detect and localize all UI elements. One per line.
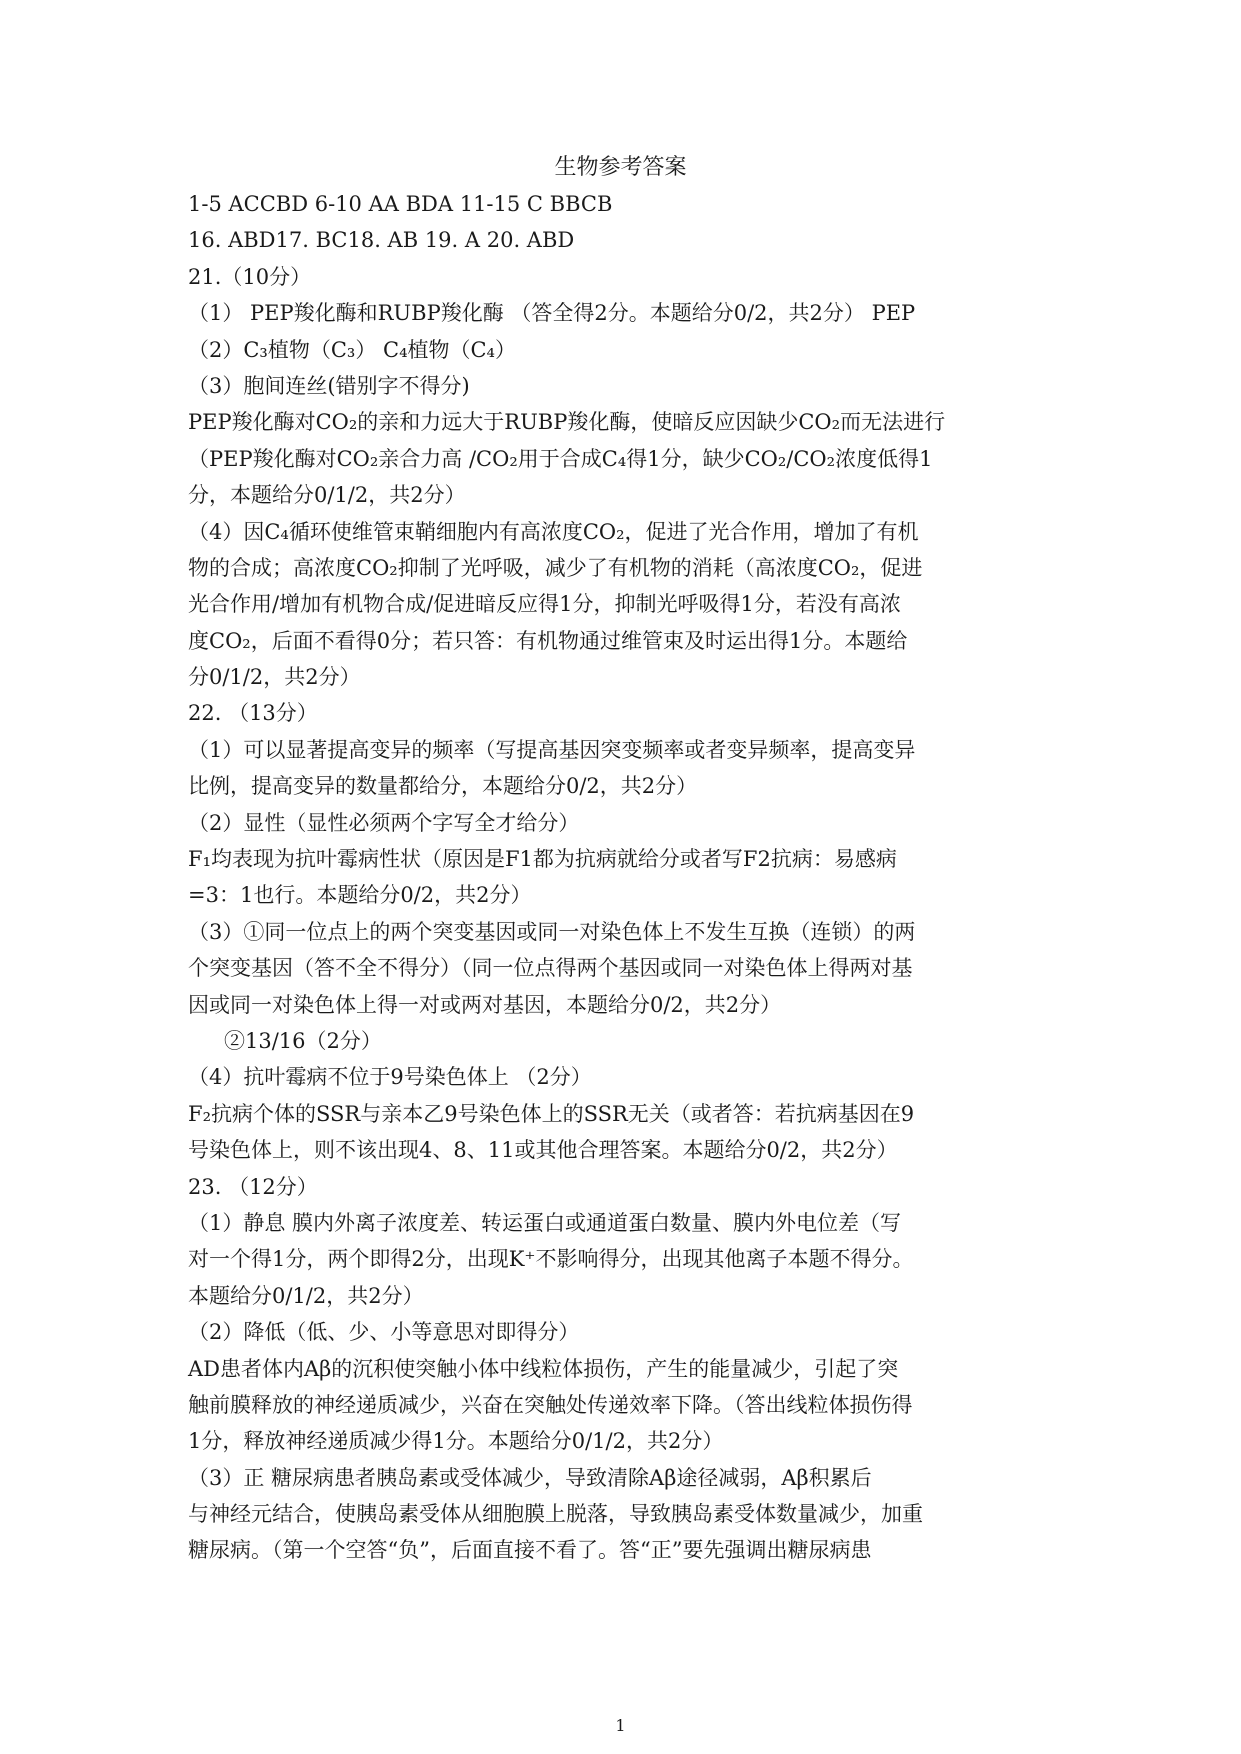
text-line: 21.（10分） [188, 264, 312, 289]
text-line: 个突变基因（答不全不得分）（同一位点得两个基因或同一对染色体上得两对基 [188, 956, 913, 981]
text-line: （4）抗叶霉病不位于9号染色体上 （2分） [188, 1065, 592, 1090]
text-line: =3：1也行。本题给分0/2，共2分） [188, 883, 532, 908]
text-line: （3）正 糖尿病患者胰岛素或受体减少，导致清除Aβ途径减弱，Aβ积累后 [188, 1465, 872, 1490]
text-line: （4）因C₄循环使维管束鞘细胞内有高浓度CO₂，促进了光合作用，增加了有机 [188, 519, 919, 544]
text-line: （1）静息 膜内外离子浓度差、转运蛋白或通道蛋白数量、膜内外电位差（写 [188, 1210, 902, 1235]
text-line: （3）胞间连丝(错别字不得分) [188, 373, 470, 398]
text-line: PEP羧化酶对CO₂的亲和力远大于RUBP羧化酶，使暗反应因缺少CO₂而无法进行 [188, 410, 946, 435]
text-line: 23. （12分） [188, 1174, 318, 1199]
text-line: 号染色体上，则不该出现4、8、11或其他合理答案。本题给分0/2，共2分） [188, 1138, 898, 1163]
text-line: 光合作用/增加有机物合成/促进暗反应得1分，抑制光呼吸得1分，若没有高浓 [188, 592, 901, 617]
text-line: 1-5 ACCBD 6-10 AA BDA 11-15 C BBCB [188, 192, 613, 216]
text-line: 分0/1/2，共2分） [188, 665, 361, 690]
text-line: 本题给分0/1/2，共2分） [188, 1283, 424, 1308]
text-line: 1分，释放神经递质减少得1分。本题给分0/1/2，共2分） [188, 1429, 724, 1454]
page-title: 生物参考答案 [554, 155, 687, 180]
text-line: （3）①同一位点上的两个突变基因或同一对染色体上不发生互换（连锁）的两 [188, 919, 916, 944]
text-line: 因或同一对染色体上得一对或两对基因，本题给分0/2，共2分） [188, 992, 782, 1017]
text-line: （1）可以显著提高变异的频率（写提高基因突变频率或者变异频率，提高变异 [188, 737, 916, 762]
text-line: 触前膜释放的神经递质减少，兴奋在突触处传递效率下降。（答出线粒体损伤得 [188, 1392, 913, 1417]
text-line: F₂抗病个体的SSR与亲本乙9号染色体上的SSR无关（或者答：若抗病基因在9 [188, 1101, 915, 1126]
text-line: F₁均表现为抗叶霉病性状（原因是F1都为抗病就给分或者写F2抗病：易感病 [188, 847, 897, 872]
text-line: （1） PEP羧化酶和RUBP羧化酶 （答全得2分。本题给分0/2，共2分） PEP [188, 301, 916, 326]
answer-body [188, 186, 1063, 1569]
text-line: 分，本题给分0/1/2，共2分） [188, 483, 466, 508]
text-line: 对一个得1分，两个即得2分，出现K⁺不影响得分，出现其他离子本题不得分。 [188, 1247, 914, 1272]
text-line: 物的合成；高浓度CO₂抑制了光呼吸，减少了有机物的消耗（高浓度CO₂，促进 [188, 555, 923, 580]
text-line: AD患者体内Aβ的沉积使突触小体中线粒体损伤，产生的能量减少，引起了突 [188, 1356, 899, 1381]
text-line: （2）显性（显性必须两个字写全才给分） [188, 810, 580, 835]
page-number: 1 [615, 1716, 626, 1735]
text-line: ②13/16（2分） [224, 1028, 382, 1053]
text-line: 比例，提高变异的数量都给分，本题给分0/2，共2分） [188, 774, 698, 799]
text-line: 16. ABD17. BC18. AB 19. A 20. ABD [188, 228, 575, 253]
text-line: （PEP羧化酶对CO₂亲合力高 /CO₂用于合成C₄得1分，缺少CO₂/CO₂浓度低得1 [188, 446, 933, 471]
text-line: （2）降低（低、少、小等意思对即得分） [188, 1320, 580, 1345]
text-line: 糖尿病。（第一个空答“负”，后面直接不看了。答“正”要先强调出糖尿病患 [188, 1538, 872, 1563]
text-line: 与神经元结合，使胰岛素受体从细胞膜上脱落，导致胰岛素受体数量减少，加重 [188, 1502, 923, 1527]
text-line: （2）C₃植物（C₃） C₄植物（C₄） [188, 337, 516, 362]
text-line: 度CO₂，后面不看得0分；若只答：有机物通过维管束及时运出得1分。本题给 [188, 628, 908, 653]
text-line: 22. （13分） [188, 701, 318, 726]
